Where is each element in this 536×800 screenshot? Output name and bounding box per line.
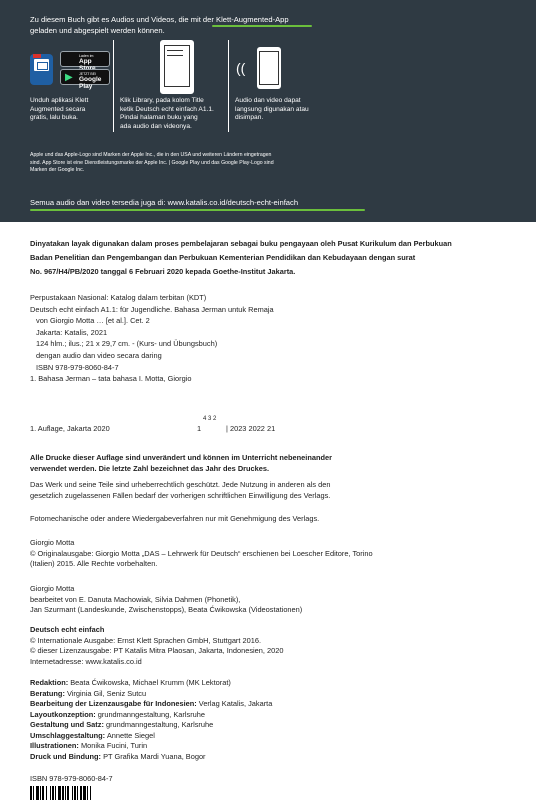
catalog-line: 124 hlm.; ilus.; 21 x 29,7 cm. - (Kurs- und Übungsbuch) — [36, 339, 218, 349]
credit-value: Annette Siegel — [106, 730, 155, 740]
divider-2 — [228, 40, 229, 132]
credits-block — [30, 678, 272, 762]
app-banner — [0, 0, 536, 222]
step-3-line: disimpan. — [235, 114, 264, 121]
credit-label: Bearbeitung der Lizenzausgabe für Indonesien: — [30, 699, 197, 708]
credit-value: Virginia Gil, Seniz Sutcu — [66, 688, 147, 698]
barcode-bar — [67, 786, 69, 800]
link-underline — [30, 209, 365, 211]
app-store-small-text: Laden im — [79, 54, 94, 58]
step-2-line: Klik Library, pada kolom Title — [120, 97, 204, 104]
catalog-block — [30, 292, 274, 385]
catalog-line: Jakarta: Katalis, 2021 — [36, 327, 108, 337]
trademark-legal — [30, 152, 274, 175]
barcode-bar — [62, 786, 64, 800]
credit-value: grundmanngestaltung, Karlsruhe — [105, 720, 214, 729]
catalog-line: Deutsch echt einfach A1.1: für Jugendliche. Bahasa Jerman untuk Remaja — [30, 304, 274, 314]
original-edition — [30, 538, 373, 570]
phone-scan-icon — [257, 47, 281, 89]
sound-waves-icon: (( — [236, 60, 246, 76]
underline-accent — [212, 25, 312, 27]
barcode-bar — [72, 786, 73, 800]
approval-line: Badan Penelitian dan Pengembangan dan Perbukuan Kementerian Pendidikan dan Kebudayaan dengan surat — [30, 253, 416, 262]
credit-value: PT Grafika Mardi Yuana, Bogor — [103, 751, 206, 761]
catalog-line: von Giorgio Motta … [et al.]. Cet. 2 — [36, 316, 150, 326]
barcode-bar — [74, 786, 76, 800]
editors-line: Jan Szurmant (Landeskunde, Zwischenstopps), Beata Ćwikowska (Videostationen) — [30, 605, 303, 614]
step-1-line: gratis, lalu buka. — [30, 114, 79, 121]
credit-value: grundmanngestaltung, Karlsruhe — [97, 709, 205, 719]
intl-line: © dieser Lizenzausgabe: PT Katalis Mitra Plaosan, Jakarta, Indonesien, 2020 — [30, 646, 284, 655]
rights-notice-bold — [30, 453, 332, 474]
edition-label: 1. Auflage, Jakarta 2020 — [30, 424, 110, 433]
app-store-label: App — [79, 58, 92, 65]
credit-value: Monika Fucini, Turin — [80, 741, 148, 750]
credit-row — [30, 731, 272, 742]
credit-row — [30, 720, 272, 731]
barcode-bar — [83, 786, 86, 800]
legal-line: Marken der Google Inc. — [30, 167, 85, 173]
barcode-bar — [55, 786, 56, 800]
barcode-bar — [77, 786, 78, 800]
credit-value: Beata Ćwikowska, Michael Krumm (MK Lektorat) — [70, 678, 231, 687]
editors-line: bearbeitet von E. Danuta Machowiak, Silvia Dahmen (Phonetik), — [30, 594, 241, 604]
divider-1 — [113, 40, 114, 132]
international-edition — [30, 625, 283, 667]
klett-app-icon[interactable] — [30, 54, 53, 85]
barcode-bar — [87, 786, 88, 800]
barcode-bar — [30, 786, 32, 800]
step-2-text — [120, 97, 214, 131]
credit-row — [30, 689, 272, 700]
barcode-bar — [65, 786, 66, 800]
printing-superscript: 4 3 2 — [203, 416, 217, 422]
step-3-line: Audio dan video dapat — [235, 97, 301, 104]
original-line: (Italien) 2015. Alle Rechte vorbehalten. — [30, 559, 158, 568]
credit-row — [30, 710, 272, 721]
approval-line: Dinyatakan layak digunakan dalam proses pembelajaran sebagai buku pengayaan oleh Pusat Kurikulum dan Perbukuan — [30, 239, 452, 248]
editors-line: Giorgio Motta — [30, 584, 75, 593]
rights-bold-line: verwendet werden. Die letzte Zahl bezeichnet das Jahr des Druckes. — [30, 463, 270, 473]
credit-row — [30, 741, 272, 752]
step-3-line: langsung digunakan atau — [235, 105, 309, 113]
play-icon: ▶ — [65, 72, 73, 83]
step-1-line: Unduh aplikasi Klett — [30, 97, 89, 104]
step-1-line: Augmented secara — [30, 105, 86, 113]
isbn-label: ISBN 978-979-8060-84-7 — [30, 774, 113, 783]
catalog-line: ISBN 978-979-8060-84-7 — [36, 362, 119, 372]
barcode-bar — [58, 786, 61, 800]
step-2-line: ada audio dan videonya. — [120, 122, 192, 130]
intl-line: Internetadresse: www.katalis.co.id — [30, 656, 142, 666]
barcode-bar — [90, 786, 91, 800]
printing-years: | 2023 2022 21 — [226, 424, 276, 433]
photo-notice: Fotomechanische oder andere Wiedergabeverfahren nur mit Genehmigung des Verlags. — [30, 514, 320, 523]
step-3-text — [235, 97, 309, 123]
credit-label: Illustrationen: — [30, 741, 79, 750]
catalog-line: dengan audio dan video secara daring — [36, 350, 162, 360]
intro-line-2: geladen und abgespielt werden können. — [30, 26, 165, 35]
approval-line: No. 967/H4/PB/2020 tanggal 6 Februari 2020 kepada Goethe-Institut Jakarta. — [30, 267, 296, 276]
copyright-notice — [30, 480, 330, 501]
credit-label: Umschlaggestaltung: — [30, 730, 106, 740]
legal-line: sind. App Store ist eine Dienstleistungsmarke der Apple Inc. | Google Play und das Google Play-Logo sind — [30, 159, 274, 166]
printing-number: 1 — [197, 424, 202, 433]
credit-label: Druck und Bindung: — [30, 751, 102, 761]
online-media-link[interactable]: Semua audio dan video tersedia juga di: www.katalis.co.id/deutsch-echt-einfach — [30, 198, 299, 207]
barcode-bar — [40, 786, 41, 800]
google-play-small-text: JETZT BEI — [79, 72, 97, 76]
rights-bold-line: Alle Drucke dieser Auflage sind unverändert und können im Unterricht nebeneinander — [30, 453, 332, 462]
isbn-barcode — [30, 786, 148, 800]
original-line: Giorgio Motta — [30, 538, 75, 547]
original-line: © Originalausgabe: Giorgio Motta „DAS – Lehrwerk für Deutsch“ erschienen bei Loescher Editore, Torino — [30, 548, 373, 558]
google-play-badge[interactable] — [60, 69, 110, 90]
editors-block — [30, 584, 302, 616]
phone-library-icon — [160, 40, 194, 94]
credit-row — [30, 752, 272, 763]
barcode-bar — [50, 786, 51, 800]
catalog-line: 1. Bahasa Jerman – tata bahasa I. Motta, Giorgio — [30, 374, 192, 384]
credit-label: Layoutkonzeption: — [30, 709, 96, 719]
step-2-line: Pindai halaman buku yang — [120, 114, 198, 121]
catalog-line: Perpustakaan Nasional: Katalog dalam terbitan (KDT) — [30, 293, 207, 302]
barcode-bar — [42, 786, 44, 800]
step-1-text — [30, 97, 88, 123]
approval-statement — [30, 237, 452, 279]
legal-line: Apple und das Apple-Logo sind Marken der Apple Inc., die in den USA und weiteren Ländern eingetragen — [30, 152, 272, 158]
intro-line-1: Zu diesem Buch gibt es Audios und Videos, die mit der Klett-Augmented-App — [30, 15, 289, 24]
credit-row — [30, 699, 272, 710]
barcode-bar — [33, 786, 34, 800]
app-store-badge[interactable] — [60, 51, 110, 67]
barcode-bar — [36, 786, 39, 800]
rights-line: gesetzlich zugelassenen Fällen bedarf der vorherigen schriftlichen Einwilligung des Verlags. — [30, 490, 331, 500]
rights-line: Das Werk und seine Teile sind urheberrechtlich geschützt. Jede Nutzung in anderen als den — [30, 480, 331, 489]
step-2-line: ketik Deutsch echt einfach A1.1. — [120, 105, 214, 113]
google-play-label: Google Play — [79, 76, 102, 90]
intl-title: Deutsch echt einfach — [30, 625, 105, 634]
credit-value: Verlag Katalis, Jakarta — [198, 699, 273, 708]
credit-label: Gestaltung und Satz: — [30, 720, 104, 729]
barcode-bar — [52, 786, 54, 800]
credit-label: Redaktion: — [30, 678, 69, 687]
credit-row — [30, 678, 272, 689]
credit-label: Beratung: — [30, 688, 65, 698]
barcode-bar — [80, 786, 82, 800]
intl-line: © Internationale Ausgabe: Ernst Klett Sprachen GmbH, Stuttgart 2016. — [30, 635, 261, 645]
barcode-bar — [46, 786, 47, 800]
